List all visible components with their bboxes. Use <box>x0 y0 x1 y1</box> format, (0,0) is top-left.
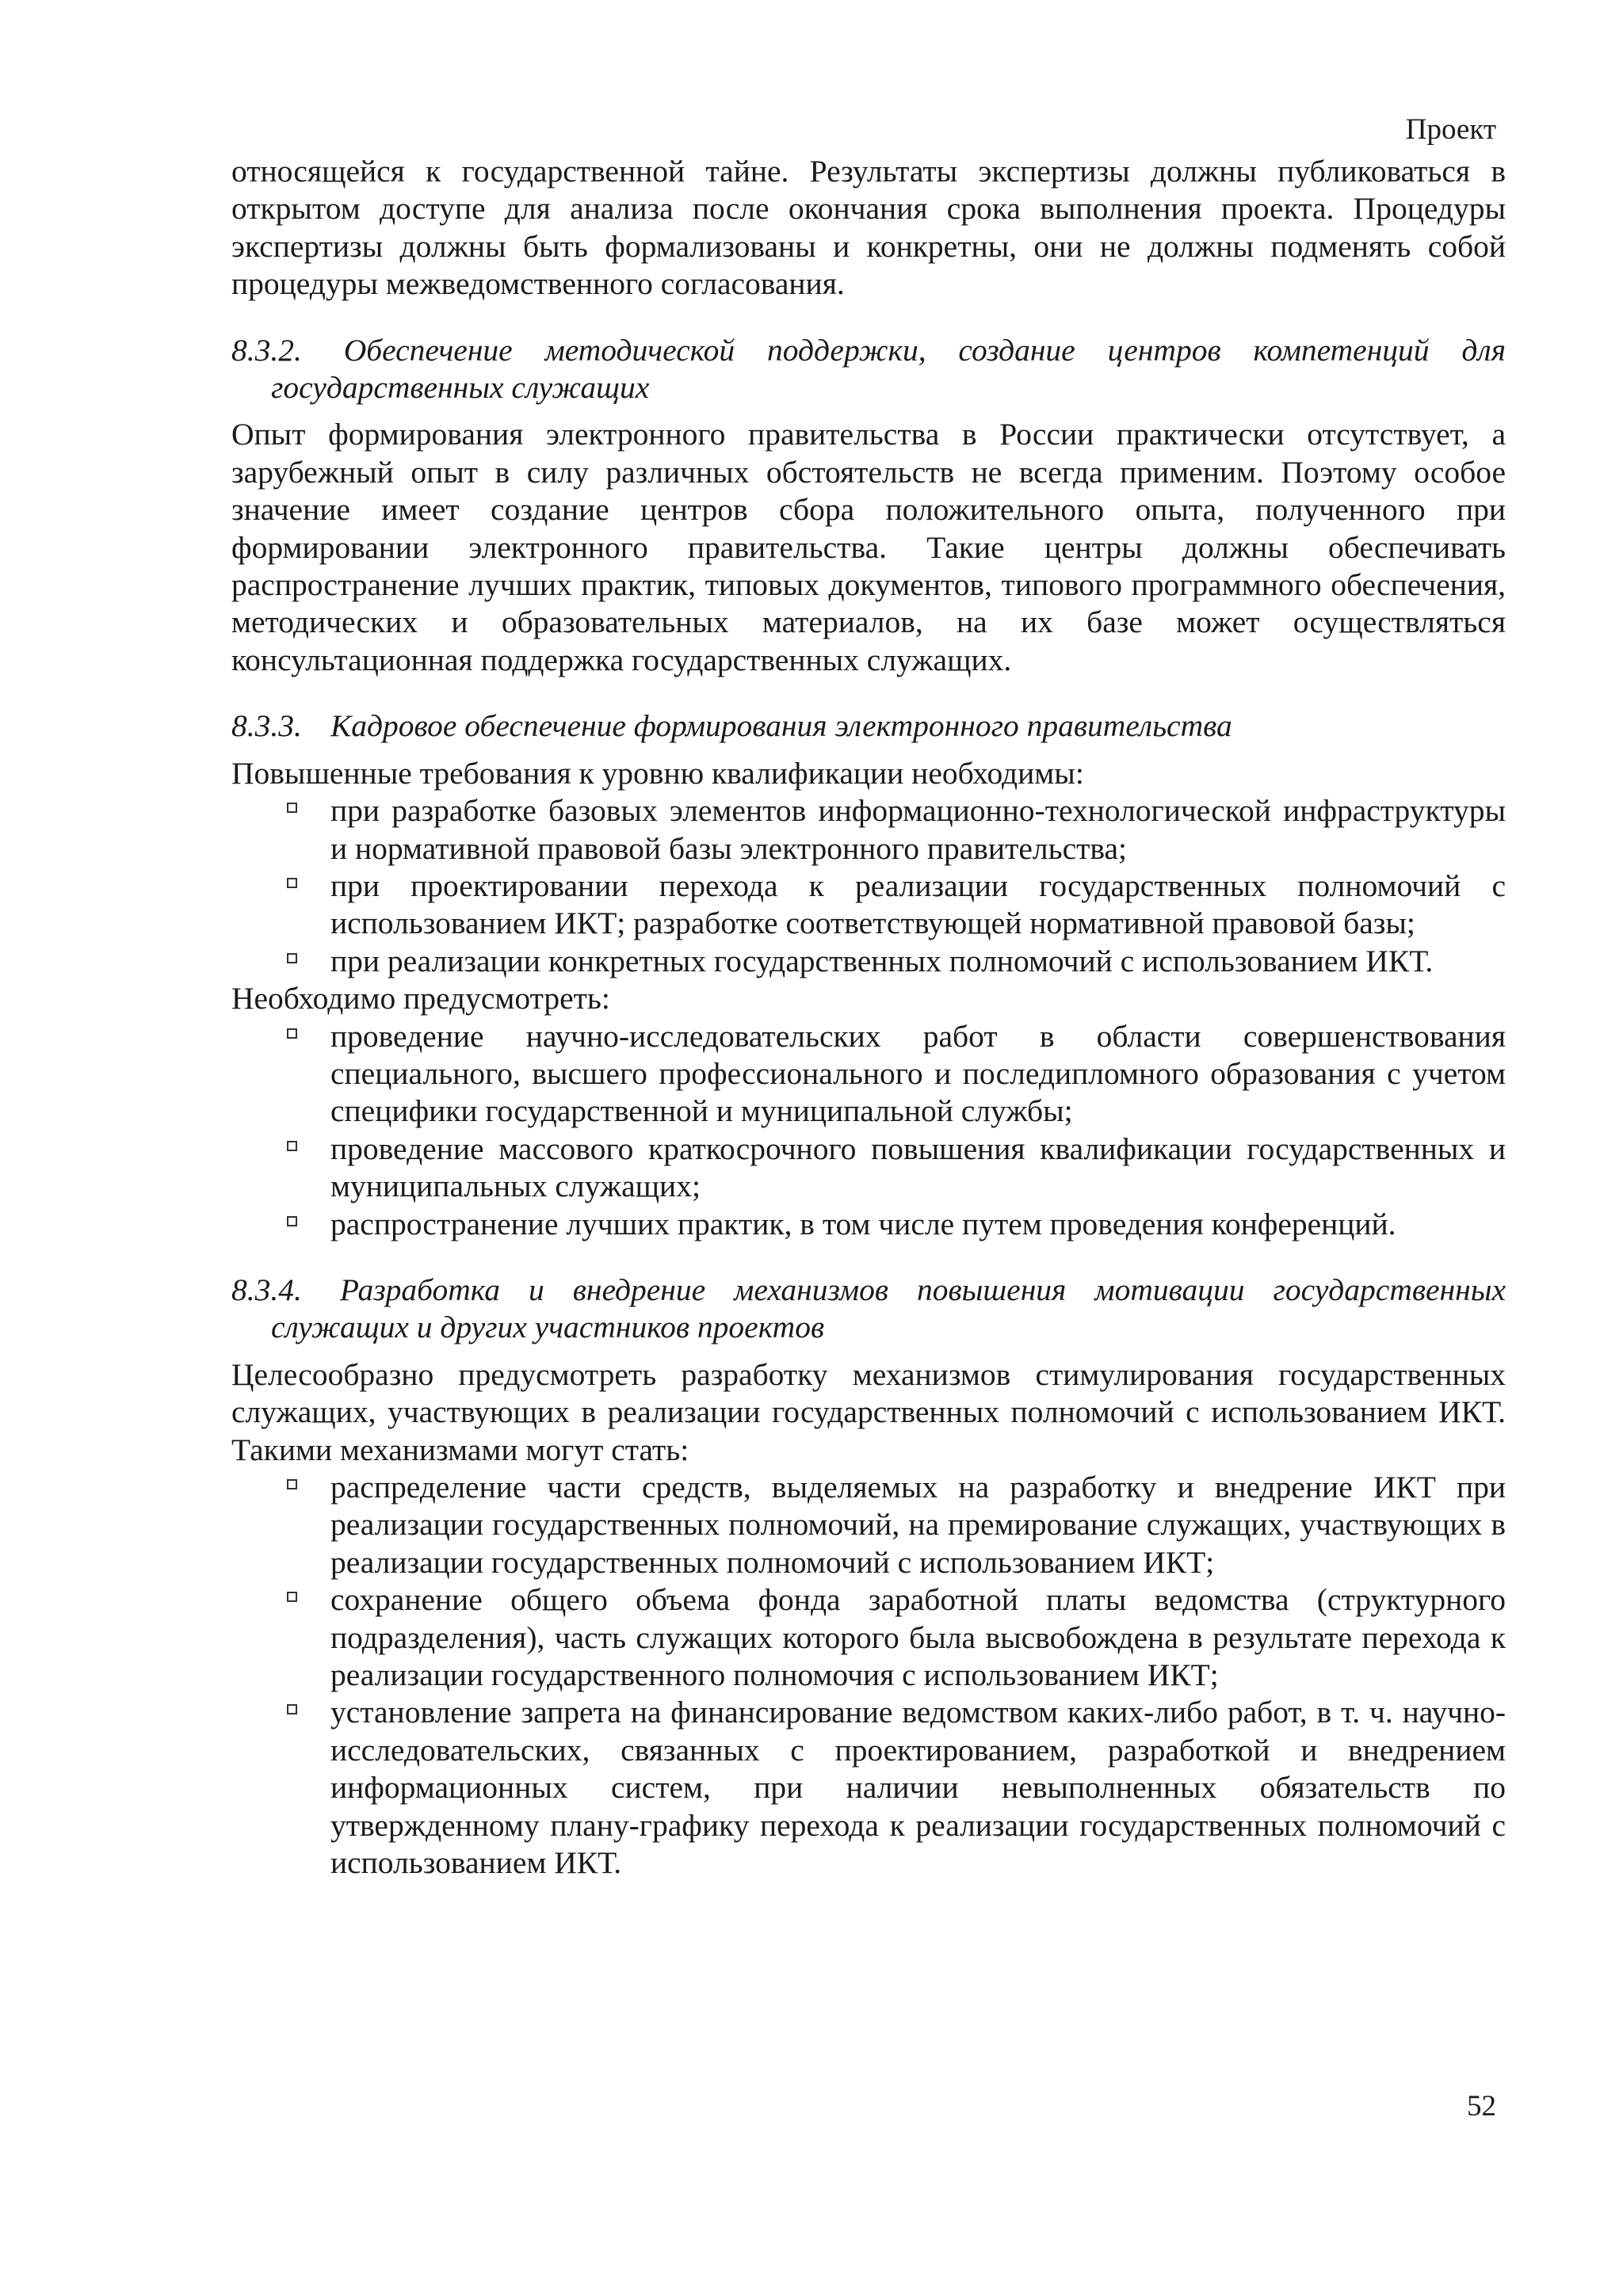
section-832-title: Обеспечение методической поддержки, создание центров компетенций для государственных служащих <box>271 332 1506 406</box>
section-834-title: Разработка и внедрение механизмов повышения мотивации государственных служащих и других участников проектов <box>271 1272 1506 1345</box>
intro-paragraph: относящейся к государственной тайне. Результаты экспертизы должны публиковаться в открытом доступе для анализа после окончания срока выполнения проекта. Процедуры экспертизы должны быть формализованы и конкретны, они не должны подменять собой процедуры межведомственного согласования. <box>231 154 1506 302</box>
list-item: сохранение общего объема фонда заработной платы ведомства (структурного подразделения), часть служащих которого была высвобождена в результате перехода к реализации государственного полномочия с использованием ИКТ; <box>231 1581 1506 1694</box>
section-832-heading <box>231 332 1506 407</box>
section-834-bullets <box>231 1469 1506 1882</box>
section-834-heading <box>231 1272 1506 1347</box>
list-item: распространение лучших практик, в том числе путем проведения конференций. <box>231 1206 1506 1243</box>
section-833-lead-1: Повышенные требования к уровню квалификации необходимы: <box>231 755 1084 791</box>
section-833-number: 8.3.3. <box>231 708 302 744</box>
header-project-label: Проект <box>1405 113 1496 146</box>
list-item: при разработке базовых элементов информационно-технологической инфраструктуры и нормативной правовой базы электронного правительства; <box>231 792 1506 868</box>
list-item: распределение части средств, выделяемых на разработку и внедрение ИКТ при реализации государственных полномочий, на премирование служащих, участвующих в реализации государственных полномочий с использованием ИКТ; <box>231 1469 1506 1581</box>
square-bullet-icon <box>287 1479 297 1489</box>
square-bullet-icon <box>287 1141 297 1151</box>
list-item: проведение научно-исследовательских работ в области совершенствования специального, высшего профессионального и последипломного образования с учетом специфики государственной и муниципальной службы; <box>231 1018 1506 1131</box>
square-bullet-icon <box>287 1028 297 1039</box>
list-item: проведение массового краткосрочного повышения квалификации государственных и муниципальных служащих; <box>231 1131 1506 1206</box>
section-833-title: Кадровое обеспечение формирования электронного правительства <box>330 708 1232 744</box>
square-bullet-icon <box>287 878 297 888</box>
section-832-number: 8.3.2. <box>231 332 302 368</box>
list-item: при проектировании перехода к реализации государственных полномочий с использованием ИКТ; разработке соответствующей нормативной правовой базы; <box>231 868 1506 943</box>
page-content <box>231 153 1506 1882</box>
list-item: при реализации конкретных государственных полномочий с использованием ИКТ. <box>231 943 1506 980</box>
section-833-bullets-2 <box>231 1018 1506 1243</box>
square-bullet-icon <box>287 953 297 963</box>
section-833-bullets-1 <box>231 792 1506 980</box>
section-833-lead-2: Необходимо предусмотреть: <box>231 981 610 1016</box>
section-834-paragraph: Целесообразно предусмотреть разработку механизмов стимулирования государственных служащих, участвующих в реализации государственных полномочий с использованием ИКТ. Такими механизмами могут стать: <box>231 1356 1506 1467</box>
square-bullet-icon <box>287 1704 297 1714</box>
list-item: установление запрета на финансирование ведомством каких-либо работ, в т. ч. научно-исследовательских, связанных с проектированием, разработкой и внедрением информационных систем, при наличии невыполненных обязательств по утвержденному плану-графику перехода к реализации государственных полномочий с использованием ИКТ. <box>231 1694 1506 1882</box>
section-832-paragraph: Опыт формирования электронного правительства в России практически отсутствует, а зарубежный опыт в силу различных обстоятельств не всегда применим. Поэтому особое значение имеет создание центров сбора положительного опыта, полученного при формировании электронного правительства. Такие центры должны обеспечивать распространение лучших практик, типовых документов, типового программного обеспечения, методических и образовательных материалов, на их базе может осуществляться консультационная поддержка государственных служащих. <box>231 417 1506 677</box>
section-834-number: 8.3.4. <box>231 1272 302 1307</box>
square-bullet-icon <box>287 803 297 813</box>
square-bullet-icon <box>287 1216 297 1226</box>
page-number: 52 <box>1467 2090 1496 2122</box>
square-bullet-icon <box>287 1592 297 1602</box>
section-833-heading <box>231 707 1506 745</box>
